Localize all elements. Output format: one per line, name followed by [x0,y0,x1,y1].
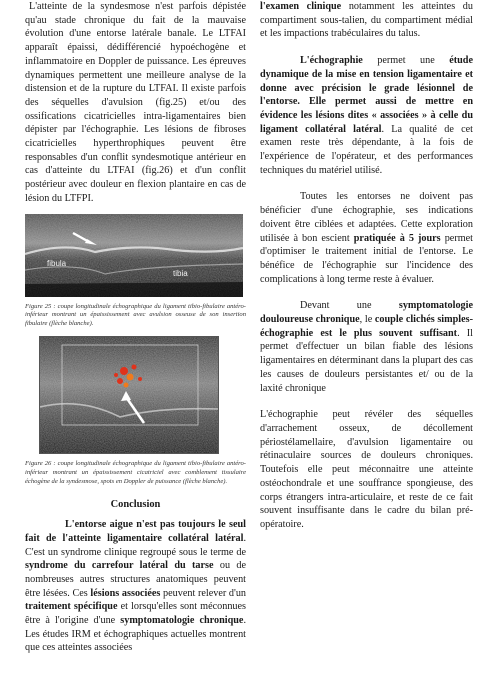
syndesmosis-paragraph: L'atteinte de la syndesmose n'est parfois dépistée qu'au stade chronique du fait de la mauvaise évolution d'une entorse latérale banale. Le LTFAI apparaît épaissi, dédifférencié hypoéchogène et inflammatoire en Doppler de puissance. Les épreuves dynamiques permettent une meilleure analyse de la distension et de la rupture du LTFAI. Il existe parfois des séquelles d'avulsion (fig.25) et/ou des ossifications cicatricielles intra-ligamentaires bien dépister par l'échographie. Les lésions de fibroses cicatricielles hyperthrophiques peuvent être responsables d'un conflit syndesmotique antérieur en cas d'atteinte du LTFAI (fig.26) et d'un conflit postérieur avec douleur en flexion plantaire en cas de lésion du LTFPI. [25,1,246,204]
clinical-exam-paragraph: l'examen clinique notamment les atteintes du compartiment sous-talien, du compartiment médial et les impactions trabéculaires du talus. [260,1,473,40]
doppler-image-26 [40,337,218,453]
figure-26-doppler [39,336,219,454]
figure-26-caption: Figure 26 : coupe longitudinale échographique du ligament tibio-fibulaire antéro-inférieur montrant un épaississement cicatriciel avec comblement tissulaire échogène de la syndesmose, spots en Doppler de puissance (flèche blanche). [25,460,246,485]
indications-paragraph: Toutes les entorses ne doivent pas bénéficier d'une échographie, ses indications doivent être ciblées et adaptées. Cette exploration utilisée à bon escient pratiquée à 5 jours permet d'optimiser le traitement initial de l'entorse. Le bénéfice de l'échographie sur l'incidence des complications à long terme reste à évaluer. [260,191,473,285]
right-column [260,0,473,532]
ultrasound-image-25 [25,214,243,297]
figure-25-ultrasound [25,214,243,297]
conclusion-paragraph: L'entorse aigue n'est pas toujours le seul fait de l'atteinte ligamentaire collatéral latéral. C'est un syndrome clinique regroupé sous le terme de syndrome du carrefour latéral du tarse ou de nombreuses autres structures anatomiques peuvent être lésées. Ces lésions associées peuvent relever d'un traitement spécifique et lorsqu'elles sont méconnues être à l'origine d'une symptomatologie chronique. Les études IRM et échographiques actuelles montrent que ces atteintes associées [25,519,247,654]
fibula-label: fibula [47,258,67,268]
left-column [25,0,246,655]
figure-25-caption: Figure 25 : coupe longitudinale échographique du ligament tibio-fibulaire antéro-inférieur montrant un épaississement avec avulsion osseuse de son insertion fibulaire (flèche blanche). [25,302,246,327]
tibia-label: tibia [173,268,188,278]
chronic-paragraph: Devant une symptomatologie douloureuse chronique, le couple clichés simples-échographie est le plus souvent suffisant. Il permet d'effectuer un bilan fiable des lésions ligamentaires en déterminant dans la plupart des cas les causes de douleurs persistantes et/ ou de la laxité chronique [260,300,473,394]
ultrasound-paragraph: L'échographie permet une étude dynamique de la mise en tension ligamentaire et donne avec précision le grade lésionnel de l'entorse. Elle permet aussi de mettre en évidence les lésions dites « associées » à celle du ligament collatéral latéral. La qualité de cet examen reste très dépendante, à la fois de l'expérience de l'opérateur, et des performances techniques du matériel utilisé. [260,55,473,176]
conclusion-heading: Conclusion [110,499,161,511]
sequelae-paragraph: L'échographie peut révéler des séquelles d'arrachement osseux, de décollement périostélamellaire, d'avulsion ligamentaire ou rétinaculaire sources de douleurs chroniques. Toutefois elle peut méconnaitre une atteinte ostéochondrale et une souffrance spongieuse, des corps étrangers intra-articulaire, et reste de ce fait souvent insuffisante dans le cadre du bilan pré-opératoire. [260,409,473,530]
